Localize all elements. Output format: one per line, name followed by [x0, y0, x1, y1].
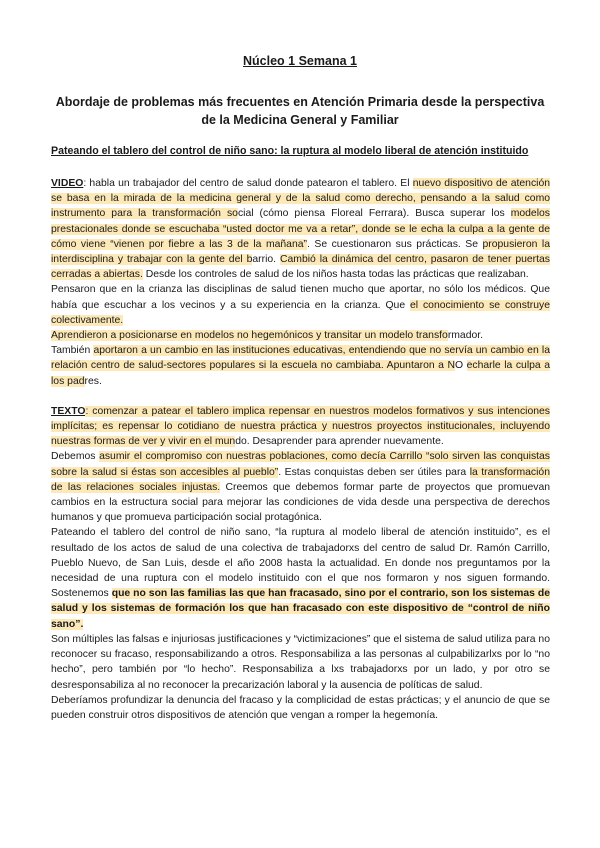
text-run: . Se cuestionaron sus prácticas. Se [306, 238, 483, 250]
subtitle-line-1: Abordaje de problemas más frecuentes en Atención Primaria desde la perspectiva [55, 95, 545, 109]
text-run: : habla un trabajador del centro de salud donde patearon el tablero. El [83, 178, 413, 189]
texto-paragraph-3 [51, 525, 550, 631]
highlight: propusieron la interdisciplina y trabajar con la gente del b [51, 238, 550, 266]
document-body [51, 176, 550, 723]
text-run: arrio. [252, 254, 280, 266]
video-label: VIDEO [51, 178, 84, 189]
highlight: : comenzar a patear el tablero implica repensar en nuestros modelos formativos y sus intenciones implícitas; es repensar lo cotidiano de nuestra práctica y nuestros proyectos institucionales, incluyendo nuestras formas de ver y vivir en el mun [51, 405, 550, 448]
text-run: do. Desaprender para aprender nuevamente. [235, 436, 444, 448]
text-run: . Estas conquistas deben ser útiles para [278, 466, 470, 478]
highlight: asumir el compromiso con nuestras [99, 451, 270, 463]
text-run: Pensaron que en la crianza las disciplinas de salud tienen mucho que aportar, no sólo los médicos. Que había que escuchar a los vecinos y a su experiencia en la crianza. Que [51, 284, 550, 311]
text-run: Pateando el tablero del control de niño sano, “la ruptura al modelo liberal de atención instituido”, es el resultado de los actos de salud de una colectiva de trabajadorxs del centro de salud Dr. Ramón Carrillo, Pueblo Nuevo, de San Luis, desde el año 2008 hasta la actualidad. En donde nos preguntamos por la necesidad de una ruptura con el modelo instituido con el que nos formaron y nos siguen formando. Sostenemos [51, 527, 550, 600]
video-paragraph-1 [51, 176, 550, 282]
texto-label: TEXTO [51, 405, 86, 417]
text-run: Creemos que debemos formar parte de proyectos que promuevan cambios en la estructura social para mejorar las condiciones de vida desde una perspectiva de derechos humanos y que promueva participación social protagónica. [51, 481, 551, 524]
page-title: Núcleo 1 Semana 1 [243, 54, 357, 68]
video-paragraph-2 [51, 282, 550, 328]
texto-paragraph-4: Son múltiples las falsas e injuriosas justificaciones y “victimizaciones” que el sistema de salud utiliza para no reconocer su fracaso, responsabilizando a otros. Responsabiliza a las personas al culpabilizarlxs por lo “no hecho”, pero también por “lo hecho”. Responsabiliza a lxs trabajadorxs por un lado, y por otro se desresponsabiliza al no reconocer la precarización laboral y la ausencia de políticas de salud. [51, 633, 550, 691]
text-run: Debemos [51, 451, 100, 463]
subtitle-line-2: de la Medicina General y Familiar [201, 113, 399, 127]
text-run: También [51, 345, 94, 357]
highlight: nuevo dispositivo de atención se basa en la mirada de la medicina general y de la salud como derecho, pensando a la salud como instrumento para la transformación so [51, 178, 551, 220]
highlight: el conocimiento se construye colectivamente. [51, 299, 550, 326]
video-paragraph-4 [51, 343, 550, 389]
text-run: res. [84, 375, 102, 387]
highlight: Aprendieron a posicionarse en modelos no hegemónicos y transitar un [51, 330, 380, 342]
highlight: , como decía Carrillo “solo sirven las conquistas sobre la salud si éstas son accesibles al pueblo” [51, 451, 551, 478]
highlight: modelos prestacionales donde se escuchaba “usted doctor me va a retar”, donde se le echa la culpa a la gente de cómo viene “vienen por fiebre a las 3 de la mañana” [51, 208, 550, 250]
texto-paragraph-1 [51, 404, 550, 450]
highlight: poblaciones [269, 451, 325, 463]
highlight: echarle la culpa a los pad [51, 360, 550, 387]
highlight: la transformación de las relaciones sociales injustas. [51, 466, 550, 493]
text-run: cial (cómo piensa Floreal Ferrara). Busca superar los [237, 208, 511, 220]
section-title: Pateando el tablero del control de niño sano: la ruptura al modelo liberal de atención instituido [51, 145, 529, 157]
text-run: rmador. [447, 330, 484, 342]
text-run: O [454, 360, 467, 372]
highlight: Cambió la dinámica del centro, pasaron de tener puertas cerradas a abiertas. [51, 254, 550, 281]
document-subtitle [40, 93, 560, 129]
highlight-bold: que no son las familias las que han fracasado, sino por el contrario, son los sistemas de salud y los sistemas de formación los que han fracasado con este dispositivo de “control de niño sano”. [51, 588, 550, 630]
texto-paragraph-2 [51, 449, 550, 525]
texto-paragraph-5: Deberíamos profundizar la denuncia del fracaso y la complicidad de estas prácticas; y el anuncio de que se pueden construir otros dispositivos de atención que vengan a romper la hegemonía. [51, 694, 550, 721]
highlight: aportaron a un cambio en las instituciones educativas, entendiendo que no servía un cambio en la relación centro de salud-sectores populares si la escuela no cambiaba. Apuntaron a N [51, 345, 550, 372]
video-paragraph-3 [51, 328, 550, 343]
text-run: Desde los controles de salud de los niños hasta todas las prácticas que realizaban. [142, 269, 529, 281]
highlight: modelo transfo [379, 330, 448, 342]
